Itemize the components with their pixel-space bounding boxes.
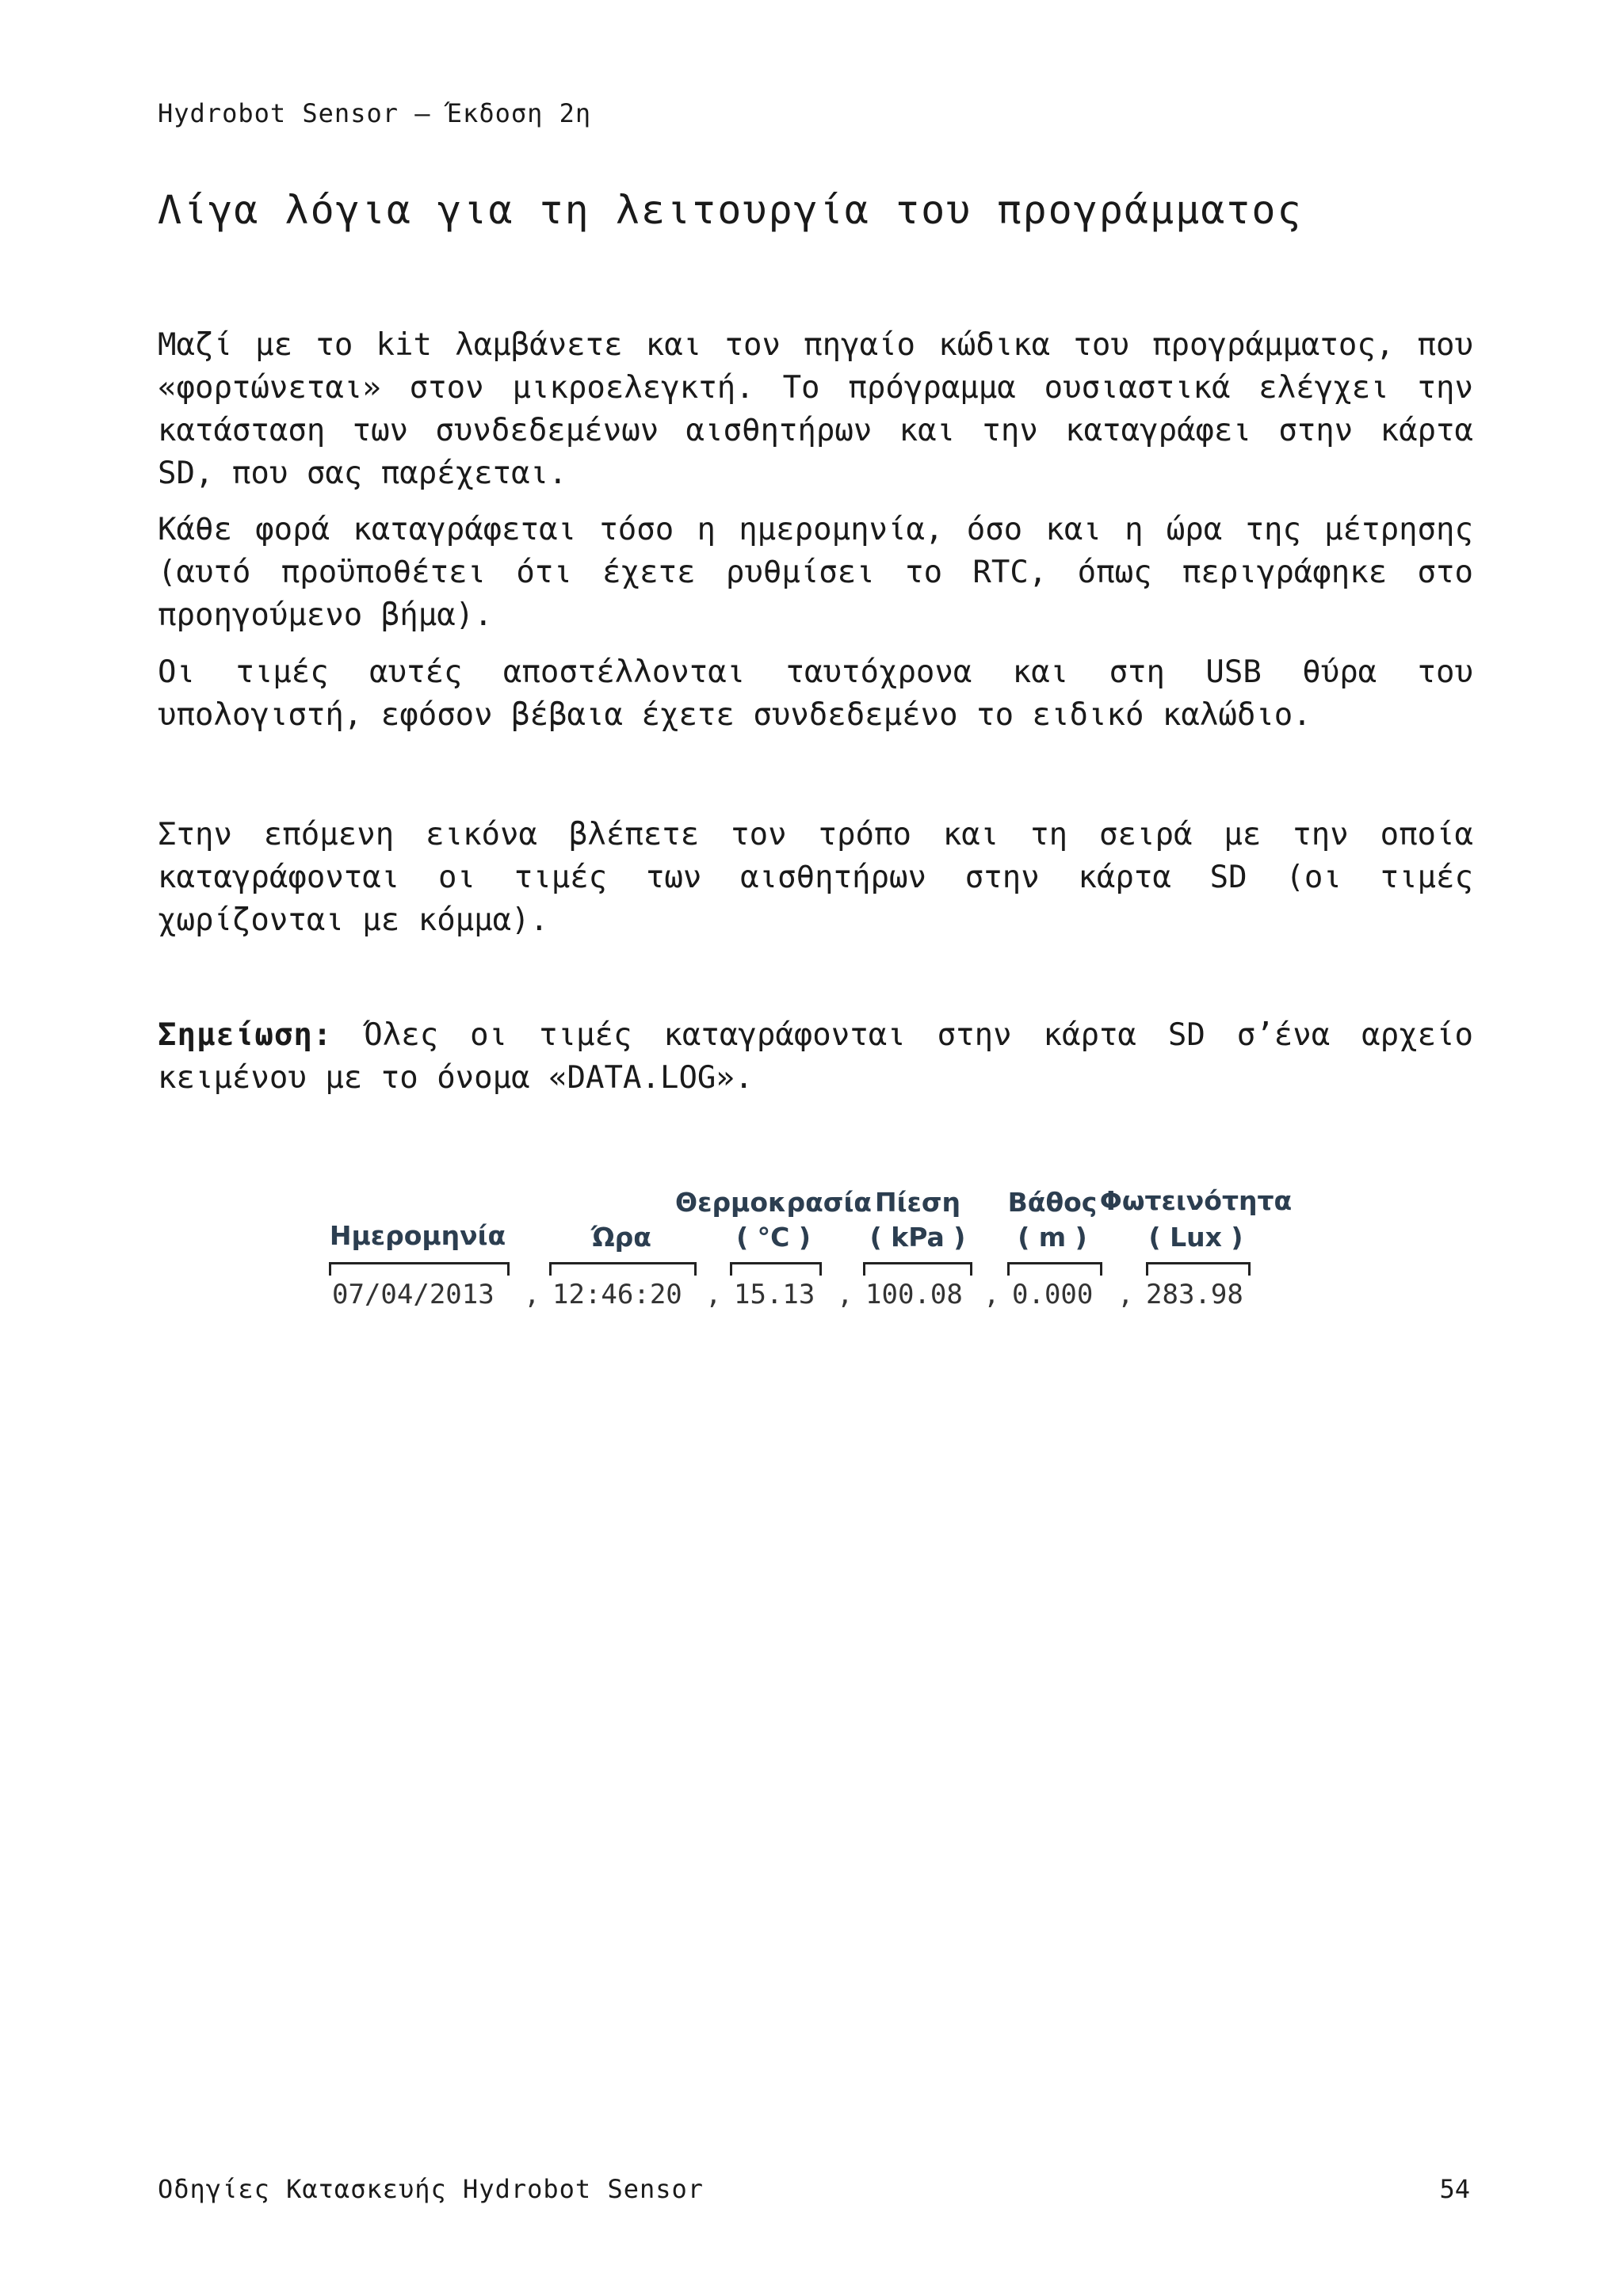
- separator: ,: [705, 1279, 722, 1310]
- note-text: Όλες οι τιμές καταγράφονται στην κάρτα SD σ’ένα αρχείο κειμένου με το όνομα «DATA.LOG».: [158, 1017, 1474, 1096]
- separator: ,: [837, 1279, 854, 1310]
- field-unit-depth: ( m ): [1018, 1222, 1087, 1253]
- field-unit-luminosity: ( Lux ): [1148, 1222, 1243, 1253]
- paragraph: Στην επόμενη εικόνα βλέπετε τον τρόπο και τη σειρά με την οποία καταγράφονται οι τιμές των αισθητήρων στην κάρτα SD (οι τιμές χωρίζονται με κόμμα).: [158, 817, 1473, 938]
- field-bracket: [549, 1262, 697, 1276]
- field-value-luminosity: 283.98: [1146, 1279, 1243, 1310]
- note-paragraph: [158, 1014, 1473, 1100]
- section-title: Λίγα λόγια για τη λειτουργία του προγράμματος: [158, 187, 1303, 233]
- note-label: Σημείωση:: [158, 1017, 333, 1053]
- field-value-temperature: 15.13: [734, 1279, 815, 1310]
- field-unit-pressure: ( kPa ): [869, 1222, 966, 1253]
- field-label-depth: Βάθος: [1007, 1187, 1098, 1218]
- field-value-date: 07/04/2013: [332, 1279, 495, 1310]
- running-footer: Οδηγίες Κατασκευής Hydrobot Sensor: [158, 2174, 705, 2204]
- field-bracket: [1007, 1262, 1102, 1276]
- field-label-time: Ώρα: [591, 1222, 651, 1253]
- field-label-luminosity: Φωτεινότητα: [1099, 1185, 1293, 1216]
- paragraph: Οι τιμές αυτές αποστέλλονται ταυτόχρονα και στη USB θύρα του υπολογιστή, εφόσον βέβαια έχετε συνδεδεμένο το ειδικό καλώδιο.: [158, 654, 1473, 733]
- field-value-depth: 0.000: [1012, 1279, 1094, 1310]
- field-label-date: Ημερομηνία: [329, 1220, 506, 1251]
- separator: ,: [1117, 1279, 1134, 1310]
- paragraph: Μαζί με το kit λαμβάνετε και τον πηγαίο κώδικα του προγράμματος, που «φορτώνεται» στον μικροελεγκτή. Το πρόγραμμα ουσιαστικά ελέγχει την κατάσταση των συνδεδεμένων αισθητήρων και την καταγράφει στην κάρτα SD, που σας παρέχεται.: [158, 327, 1473, 491]
- running-header: Hydrobot Sensor – Έκδοση 2η: [158, 98, 592, 128]
- field-bracket: [863, 1262, 972, 1276]
- separator: ,: [983, 1279, 1000, 1310]
- field-value-pressure: 100.08: [865, 1279, 963, 1310]
- data-log-figure: [329, 1177, 1304, 1328]
- field-label-temperature: Θερμοκρασία: [675, 1187, 872, 1218]
- field-value-time: 12:46:20: [552, 1279, 682, 1310]
- paragraph: Κάθε φορά καταγράφεται τόσο η ημερομηνία, όσο και η ώρα της μέτρησης (αυτό προϋποθέτει ότι έχετε ρυθμίσει το RTC, όπως περιγράφηκε στο προηγούμενο βήμα).: [158, 512, 1473, 633]
- field-bracket: [1146, 1262, 1251, 1276]
- field-bracket: [730, 1262, 822, 1276]
- separator: ,: [524, 1279, 540, 1310]
- field-unit-temperature: ( °C ): [736, 1222, 811, 1253]
- field-label-pressure: Πίεση: [874, 1187, 961, 1218]
- field-bracket: [329, 1262, 510, 1276]
- page-number: 54: [1439, 2174, 1470, 2204]
